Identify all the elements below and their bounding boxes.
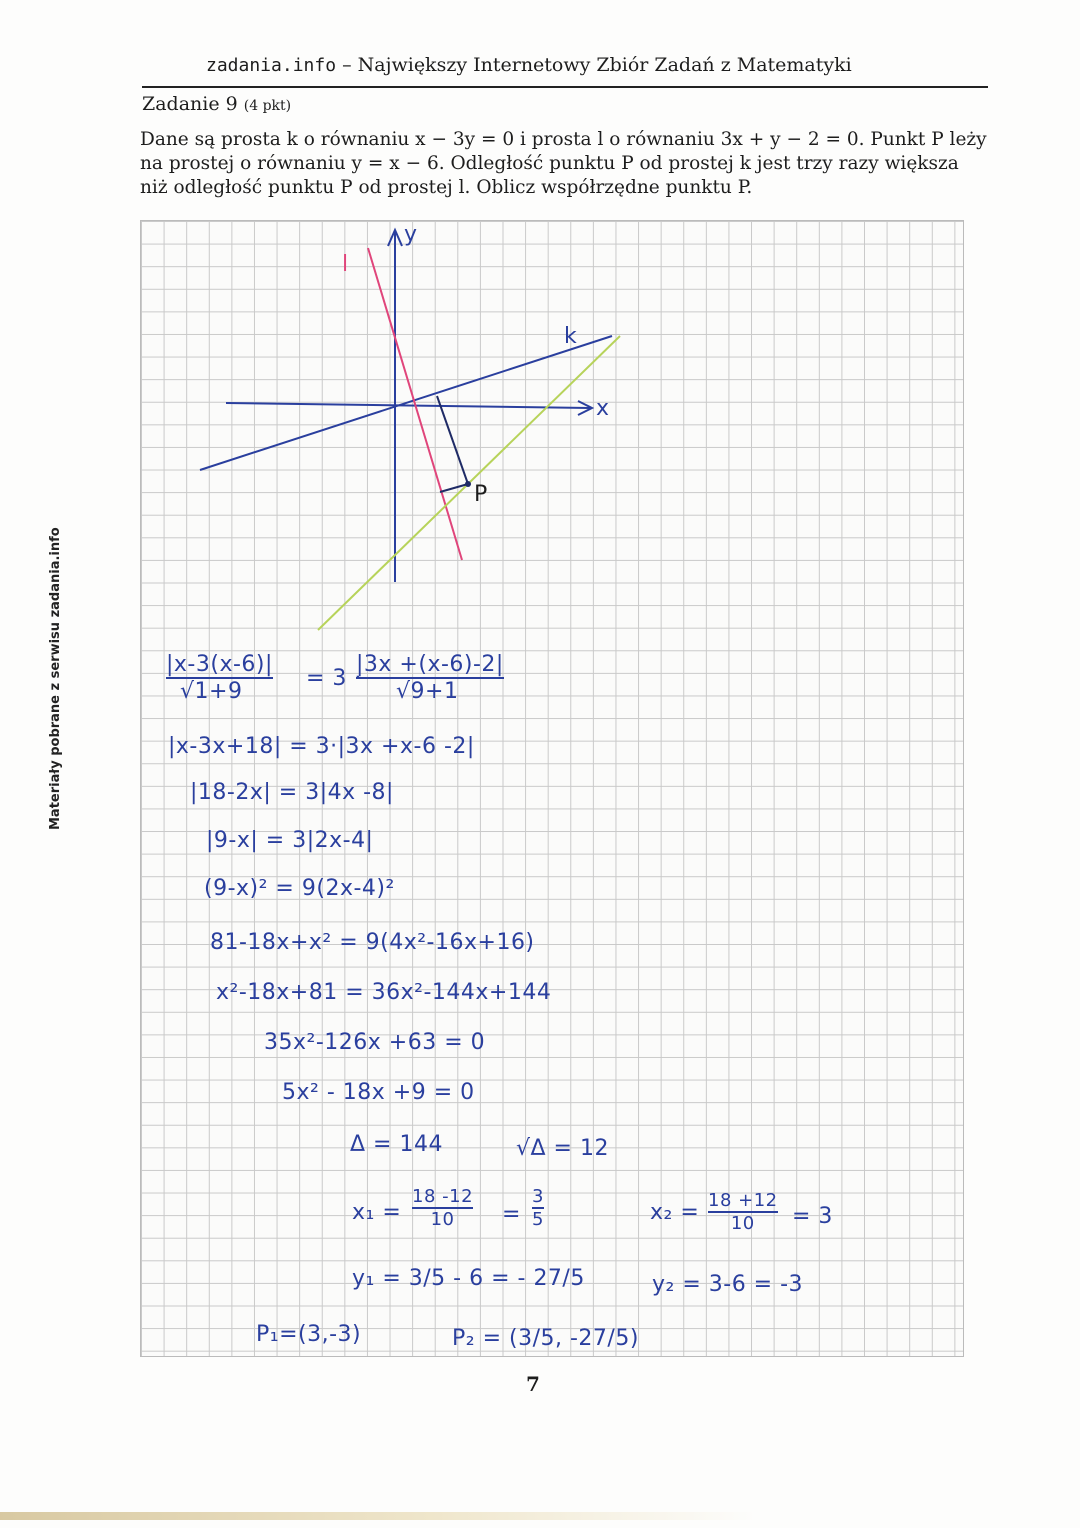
x-label: x — [596, 396, 610, 421]
header-site: zadania.info — [206, 55, 337, 76]
eq4: |9-x| = 3|2x-4| — [206, 828, 374, 853]
y1: y₁ = 3/5 - 6 = - 27/5 — [352, 1266, 585, 1291]
p-label: P — [474, 482, 488, 507]
task-points: (4 pkt) — [243, 98, 292, 114]
point-p — [465, 481, 471, 487]
x1-fraction — [412, 1186, 473, 1230]
x2-den: 10 — [730, 1213, 755, 1234]
eq1-right — [356, 652, 504, 704]
x1-label: x₁ = — [352, 1200, 402, 1225]
eq1-left-den: √1+9 — [180, 679, 243, 704]
l-label: l — [342, 252, 349, 277]
p1-result: P₁=(3,-3) — [256, 1322, 362, 1347]
x-axis — [226, 403, 590, 408]
k-label: k — [564, 324, 578, 349]
perpendicular-k — [437, 396, 468, 484]
sqrt-delta: √Δ = 12 — [516, 1136, 609, 1161]
eq5: (9-x)² = 9(2x-4)² — [204, 876, 395, 901]
eq1-mid: = 3 · — [306, 666, 362, 691]
x1-num: 18 -12 — [412, 1186, 474, 1207]
y-label: y — [404, 222, 418, 247]
task-number: Zadanie 9 — [142, 93, 238, 115]
x1-eq: = — [502, 1202, 521, 1227]
eq7: x²-18x+81 = 36x²-144x+144 — [216, 980, 552, 1005]
y2: y₂ = 3-6 = -3 — [652, 1272, 804, 1297]
x2-label: x₂ = — [650, 1200, 700, 1225]
eq1-right-den: √9+1 — [396, 679, 459, 704]
p2-result: P₂ = (3/5, -27/5) — [452, 1326, 639, 1351]
eq8: 35x²-126x +63 = 0 — [264, 1030, 486, 1055]
eq3: |18-2x| = 3|4x -8| — [190, 780, 394, 805]
task-text: Dane są prosta k o równaniu x − 3y = 0 i prosta l o równaniu 3x + y − 2 = 0. Punkt P leży na prostej o równaniu y = x − 6. Odległość punktu P od prostej k jest trzy razy większa niż odległość punktu P od prostej l. Oblicz współrzędne punktu P. — [140, 129, 987, 198]
eq6: 81-18x+x² = 9(4x²-16x+16) — [210, 930, 535, 955]
x2-fraction — [708, 1190, 778, 1234]
eq1-left — [166, 652, 273, 704]
side-note: Materiały pobrane z serwisu zadania.info — [48, 527, 63, 830]
x2-num: 18 +12 — [708, 1190, 778, 1211]
delta: Δ = 144 — [350, 1132, 443, 1157]
x1-result — [532, 1186, 544, 1230]
x1-res-num: 3 — [532, 1186, 544, 1207]
header-title: – Największy Internetowy Zbiór Zadań z Matematyki — [342, 54, 852, 76]
eq9: 5x² - 18x +9 = 0 — [282, 1080, 475, 1105]
page-number: 7 — [526, 1372, 540, 1396]
x1-den: 10 — [430, 1209, 455, 1230]
scan-edge — [0, 1512, 1080, 1520]
eq1-right-num: |3x +(x-6)-2| — [356, 652, 504, 677]
eq1-left-num: |x-3(x-6)| — [166, 652, 273, 677]
x2-result: = 3 — [792, 1204, 833, 1229]
x1-res-den: 5 — [532, 1209, 544, 1230]
line-l — [368, 248, 462, 560]
eq2: |x-3x+18| = 3·|3x +x-6 -2| — [168, 734, 475, 759]
